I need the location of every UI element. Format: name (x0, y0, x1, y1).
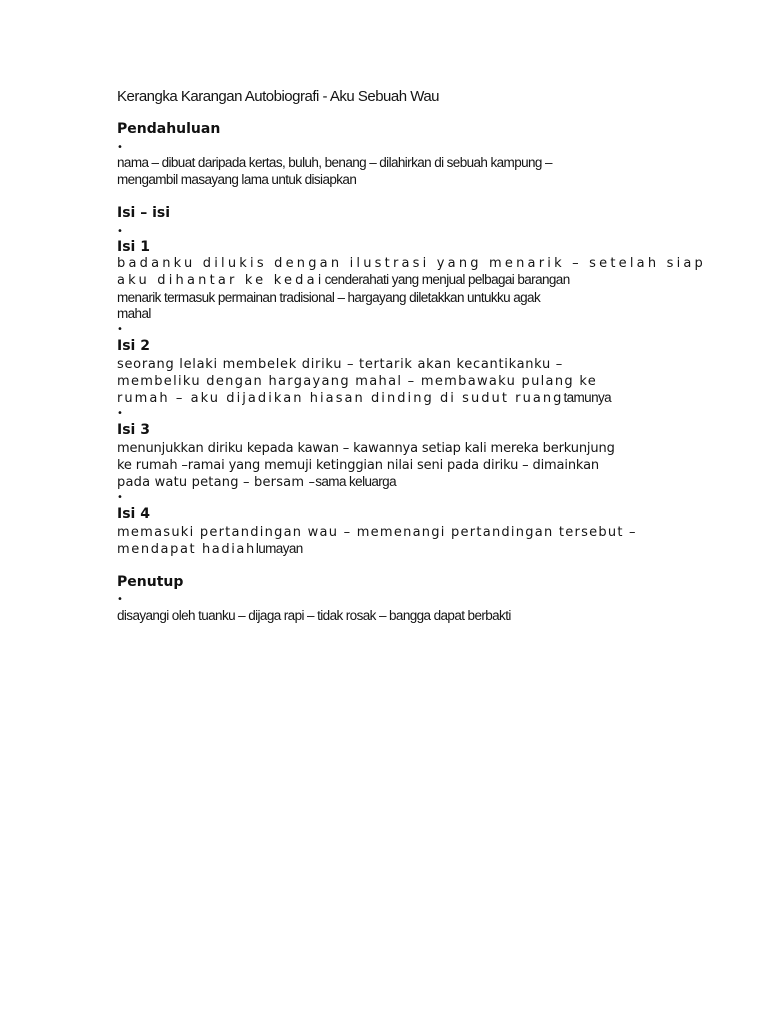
isi-3-line-1: menunjukkan diriku kepada kawan – kawannya setiap kali mereka berkunjung (117, 441, 615, 456)
section-heading-penutup: Penutup (117, 574, 184, 590)
bullet-marker: • (117, 142, 123, 153)
section-heading-pendahuluan: Pendahuluan (117, 121, 221, 137)
subsection-heading-isi-2: Isi 2 (117, 338, 150, 354)
isi-1-line-2-tail: cenderahati yang menjual pelbagai barangan (324, 272, 570, 287)
isi-2-line-3-tail: tamunya (563, 390, 612, 405)
isi-2-line-3 (117, 390, 611, 406)
bullet-marker: • (117, 226, 123, 237)
isi-1-line-2-spaced: aku dihantar ke kedai (117, 273, 325, 288)
bullet-marker: • (117, 492, 123, 503)
pendahuluan-line-1: nama – dibuat daripada kertas, buluh, benang – dilahirkan di sebuah kampung – (117, 155, 552, 170)
isi-4-line-1: memasuki pertandingan wau – memenangi pertandingan tersebut – (117, 525, 637, 540)
bullet-marker: • (117, 594, 123, 605)
subsection-heading-isi-3: Isi 3 (117, 422, 150, 438)
isi-4-line-2 (117, 541, 303, 557)
pendahuluan-line-2: mengambil masayang lama untuk disiapkan (117, 172, 357, 187)
isi-3-line-3-b: sama keluarga (315, 474, 396, 489)
bullet-marker: • (117, 408, 123, 419)
isi-1-line-2 (117, 272, 570, 288)
bullet-marker: • (117, 324, 123, 335)
isi-3-line-2: ke rumah –ramai yang memuji ketinggian nilai seni pada diriku – dimainkan (117, 458, 599, 473)
isi-1-line-3: menarik termasuk permainan tradisional – hargayang diletakkan untukku agak (117, 290, 541, 305)
penutup-line-1: disayangi oleh tuanku – dijaga rapi – tidak rosak – bangga dapat berbakti (117, 608, 511, 623)
subsection-heading-isi-4: Isi 4 (117, 506, 150, 522)
isi-4-line-2-spaced: mendapat hadiah (117, 542, 256, 557)
document-title: Kerangka Karangan Autobiografi - Aku Sebuah Wau (117, 88, 440, 105)
subsection-heading-isi-1: Isi 1 (117, 239, 150, 255)
isi-1-line-4: mahal (117, 306, 151, 321)
isi-2-line-2: membeliku dengan hargayang mahal – membawaku pulang ke (117, 374, 598, 389)
isi-3-line-3-a: pada watu petang – bersam – (117, 475, 316, 490)
section-heading-isi: Isi – isi (117, 205, 171, 221)
isi-1-line-1: badanku dilukis dengan ilustrasi yang menarik – setelah siap (117, 256, 706, 271)
isi-3-line-3 (117, 474, 396, 490)
isi-2-line-3-spaced: rumah – aku dijadikan hiasan dinding di sudut ruang (117, 391, 564, 406)
isi-2-line-1: seorang lelaki membelek diriku – tertarik akan kecantikanku – (117, 357, 563, 372)
isi-4-line-2-tail: lumayan (255, 541, 303, 556)
